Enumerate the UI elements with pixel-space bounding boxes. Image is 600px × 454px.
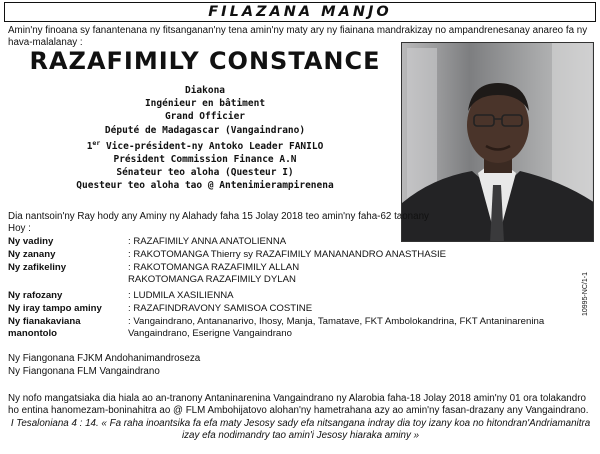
relative-label: Ny vadiny <box>8 236 54 247</box>
relative-value: : Vangaindrano, Antananarivo, Ihosy, Manja, Tamatave, FKT Ambolokandrina, FKT Antaninarenina Vangaindrano, Eserigne Vangaindrano <box>128 316 545 339</box>
relative-label: Ny zanany <box>8 249 56 260</box>
church-line: Ny Fiangonana FLM Vangaindrano <box>8 366 160 377</box>
intro-text: Amin'ny finoana sy fanantenana ny fitsanganan'ny tena amin'ny maty ary ny fiainana mandrakizay no ampandrenesanay anareo fa ny hava-malalanay : <box>8 25 588 48</box>
church-line: Ny Fiangonana FJKM Andohanimandroseza <box>8 353 201 364</box>
hoy-label: Hoy : <box>8 223 31 234</box>
relative-row <box>8 290 593 302</box>
title-line: Grand Officier <box>164 111 246 123</box>
relative-value: : RAKOTOMANGA Thierry sy RAZAFIMILY MANANANDRO ANASTHASIE <box>128 249 447 260</box>
banner-title: FILAZANA MANJO <box>208 4 392 20</box>
relative-value: : RAZAFINDRAVONY SAMISOA COSTINE <box>128 303 313 314</box>
header-banner <box>4 2 596 22</box>
relative-row <box>8 262 593 274</box>
title-line: Diakona <box>184 85 226 96</box>
relative-row <box>8 316 593 340</box>
verse-line: I Tesaloniana 4 : 14. « Fa raha inoantsika fa efa maty Jesosy sady efa nitsangana indray dia toy izany koa no hitondran'Andriamanitra <box>10 418 591 429</box>
relative-row <box>8 274 593 286</box>
relative-row <box>8 249 593 261</box>
verse-line: izay efa nodimandry tao amin'i Jesosy hiaraka aminy » <box>181 430 420 441</box>
burial-notice: Ny nofo mangatsiaka dia hiala ao an-tranony Antaninarenina Vangaindrano ny Alarobia faha-18 Jolay 2018 amin'ny 01 ora tolakandro ho entina hanomezam-boninahitra ao @ FLM Ambohijatovo alohan'ny hametrahana azy ao amin'ny fasan-drazany any Vangaindrano. <box>8 393 589 416</box>
title-line: Président Commission Finance A.N <box>113 154 297 166</box>
relative-row <box>8 236 593 248</box>
relative-label: Ny zafikeliny <box>8 262 67 273</box>
relative-label: Ny iray tampo aminy <box>8 303 102 314</box>
relative-value: : LUDMILA XASILIENNA <box>128 290 234 301</box>
death-notice: Dia nantsoin'ny Ray hody any Aminy ny Alahady faha 15 Jolay 2018 teo amin'ny faha-62 taonany <box>8 211 429 222</box>
relative-label <box>8 274 128 286</box>
relative-value: : RAKOTOMANGA RAZAFIMILY ALLAN <box>128 262 300 273</box>
title-line-vp: 1er Vice-président-ny Antoko Leader FANILO <box>86 138 324 152</box>
relative-label: Ny fianakaviana manontolo <box>8 316 81 339</box>
relative-row <box>8 303 593 315</box>
title-line: Ingénieur en bâtiment <box>144 98 266 110</box>
reference-code: 10995-NC/1-1 <box>582 272 589 316</box>
titles-block <box>20 84 390 193</box>
title-line: Questeur teo aloha tao @ Antenimierampirenena <box>76 180 334 192</box>
deceased-name: RAZAFIMILY CONSTANCE <box>29 47 381 75</box>
relative-label: Ny rafozany <box>8 290 63 301</box>
relative-value: RAKOTOMANGA RAZAFIMILY DYLAN <box>128 274 296 285</box>
title-line: Député de Madagascar (Vangaindrano) <box>104 124 306 136</box>
relative-value: : RAZAFIMILY ANNA ANATOLIENNA <box>128 236 287 247</box>
bible-verse <box>8 418 593 442</box>
title-line: Sénateur teo aloha (Questeur I) <box>116 167 294 179</box>
